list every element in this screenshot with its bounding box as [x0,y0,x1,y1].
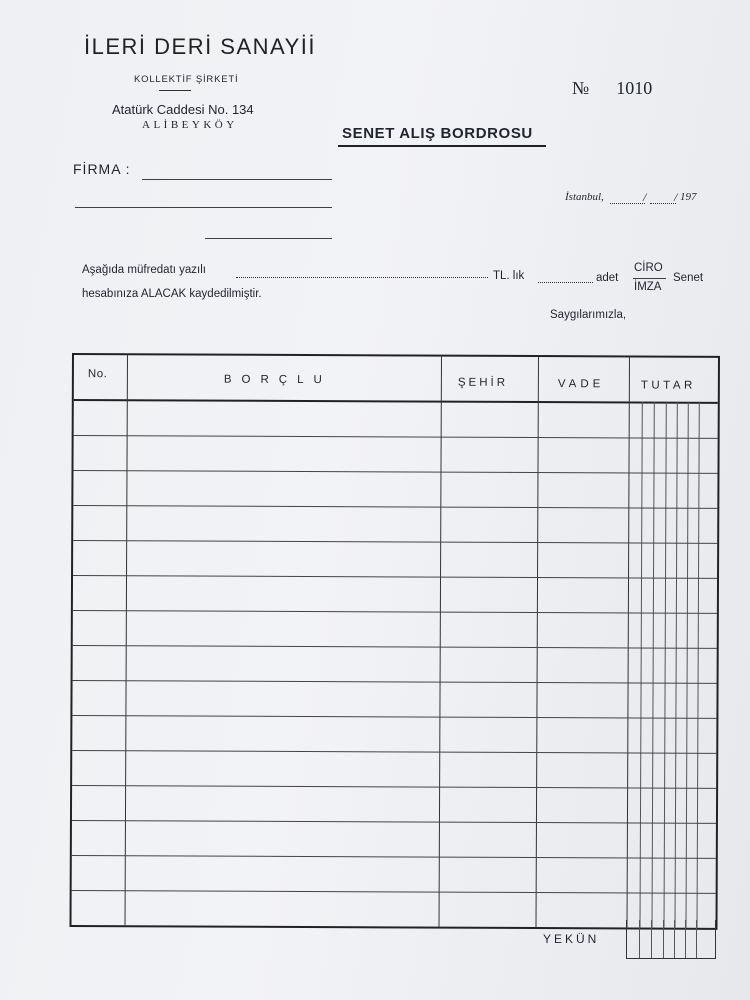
table-row[interactable] [73,505,717,509]
total-field[interactable] [626,920,716,959]
date-city: İstanbul, [565,191,604,203]
header-vade: VADE [557,378,605,391]
tutar-subcol [685,402,688,928]
total-subcol [663,920,664,958]
date-year: 197 [680,191,697,203]
document-number [572,78,652,99]
table-row[interactable] [72,750,716,754]
firma-field-line-2[interactable] [75,207,332,208]
body-line-2: hesabınıza ALACAK kaydedilmiştir. [82,288,262,300]
company-name: İLERİ DERİ SANAYİİ [84,34,316,59]
closing-text: Saygılarımızla, [550,309,627,321]
table-row[interactable] [72,855,716,859]
title-underline [338,145,546,147]
number-value: 1010 [616,78,653,98]
company-type: KOLLEKTİF ŞİRKETİ [134,74,239,85]
tutar-subcol [663,402,666,928]
total-subcol [651,920,652,958]
table-row[interactable] [73,575,717,579]
table-row[interactable] [74,435,718,439]
table-row[interactable] [73,645,717,649]
total-subcol [674,920,675,958]
date-slash-1: / [643,190,647,204]
header-tutar: TUTAR [640,379,696,392]
col-sep-vade [626,357,629,927]
tutar-subcol [651,402,654,928]
header-no: No. [87,368,108,381]
col-sep-borclu [439,357,442,927]
total-label: YEKÜN [543,932,600,946]
table-row[interactable] [72,785,716,789]
ciro-option: CİRO [634,262,663,274]
table-row[interactable] [72,715,716,719]
tutar-subcol [674,402,677,928]
number-symbol: № [572,78,590,98]
col-sep-no [125,355,128,925]
table-row[interactable] [73,470,717,474]
table-row[interactable] [72,820,716,824]
header-sehir: ŞEHİR [457,376,509,389]
amount-field[interactable] [236,277,488,278]
firma-field-line-3[interactable] [205,238,332,239]
header-separator [74,399,718,404]
col-sep-sehir [535,357,538,927]
date-day-field[interactable] [610,203,645,204]
decorative-divider [159,90,191,91]
tutar-subcol [639,401,642,927]
document-title: SENET ALIŞ BORDROSU [342,125,533,142]
table-row[interactable] [73,540,717,544]
date-slash-2: / [674,190,678,204]
date-month-field[interactable] [650,203,676,204]
bordro-table [69,353,719,930]
firma-label: FİRMA : [73,161,131,177]
body-tl: TL. lık [493,270,525,282]
table-row[interactable] [73,610,717,614]
table-row[interactable] [72,890,716,894]
ciro-imza-divider [633,278,666,279]
header-borclu: BORÇLU [223,373,332,387]
total-subcol [685,920,686,958]
body-adet: adet [596,272,619,284]
company-address: Atatürk Caddesi No. 134 [112,102,254,117]
table-row[interactable] [73,680,717,684]
tutar-subcol [696,402,699,928]
count-field[interactable] [538,282,593,283]
firma-field-line-1[interactable] [142,179,332,180]
total-subcol [696,920,697,958]
company-district: ALİBEYKÖY [142,119,238,131]
body-prefix: Aşağıda müfredatı yazılı [82,264,207,276]
body-senet: Senet [673,272,704,284]
total-subcol [639,920,640,958]
imza-option: İMZA [634,281,662,293]
